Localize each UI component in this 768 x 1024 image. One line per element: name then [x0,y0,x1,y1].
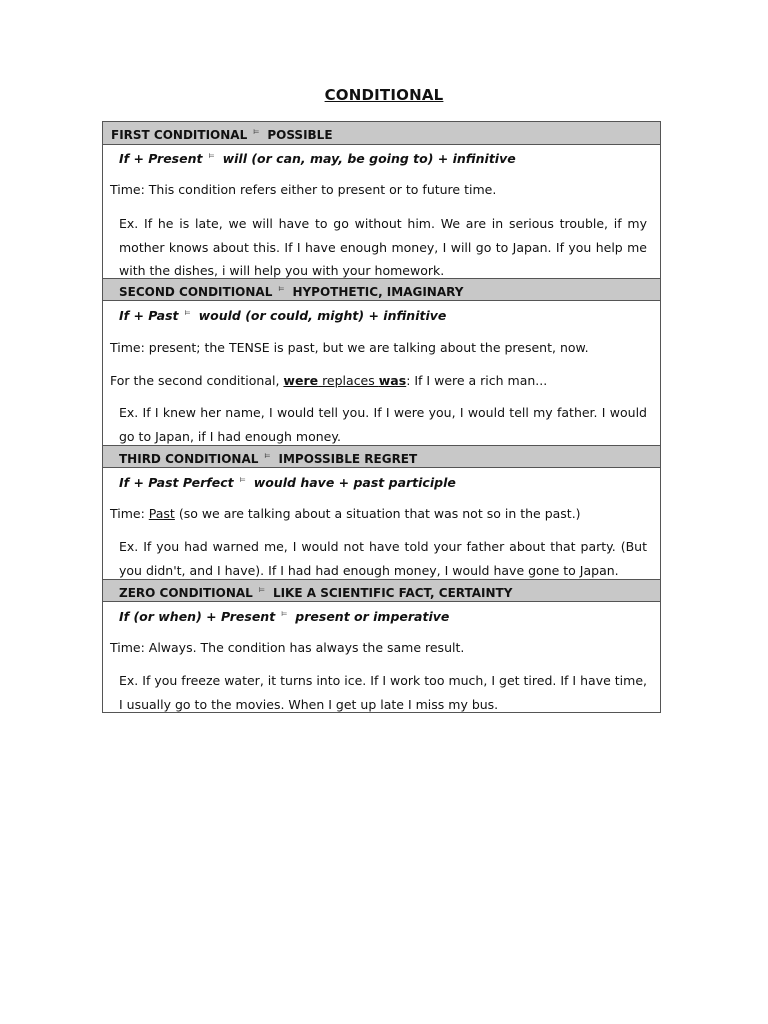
section-name: ZERO CONDITIONAL [119,586,253,600]
formula-condition: If (or when) + Present [119,609,276,624]
note-replaces: replaces [318,373,379,388]
symbol-icon: ⊨ [264,452,271,460]
formula-result: will (or can, may, be going to) + infinitive [222,151,516,166]
note-second [110,373,547,388]
symbol-icon: ⊨ [258,586,265,594]
time-text: Time: Always. The condition has always the same result. [110,640,465,655]
note-suffix: : If I were a rich man... [406,373,548,388]
symbol-icon: ⊨ [208,151,215,160]
symbol-icon: ⊨ [239,475,246,484]
conditional-table [102,121,661,713]
formula-second [119,308,446,323]
symbol-icon: ⊨ [184,308,191,317]
formula-result: would (or could, might) + infinitive [198,308,447,323]
time-note-first [110,182,496,197]
section-header-second [103,278,660,301]
formula-third [119,475,456,490]
symbol-icon: ⊨ [278,285,285,293]
time-text: Time: This condition refers either to present or to future time. [110,182,497,197]
section-header-zero [103,579,660,602]
section-meaning: POSSIBLE [267,128,333,142]
section-name: SECOND CONDITIONAL [119,285,273,299]
formula-zero [119,609,449,624]
example-third: Ex. If you had warned me, I would not have told your father about that party. (But you didn't, and I have). If I had had enough money, I would have gone to Japan. [119,539,647,578]
formula-condition: If + Past Perfect [119,475,234,490]
symbol-icon: ⊨ [253,128,260,136]
formula-condition: If + Present [119,151,203,166]
time-text: Time: present; the TENSE is past, but we are talking about the present, now. [110,340,589,355]
section-header-first [103,122,660,145]
example-first: Ex. If he is late, we will have to go without him. We are in serious trouble, if my mother knows about this. If I have enough money, I will go to Japan. If you help me with the dishes, i will help you with your homework. [119,216,647,278]
time-suffix: (so we are talking about a situation that was not so in the past.) [174,506,581,521]
section-meaning: IMPOSSIBLE REGRET [278,452,418,466]
section-name: FIRST CONDITIONAL [111,128,248,142]
time-note-zero [110,640,464,655]
time-text: Time: [110,506,149,521]
time-past: Past [148,506,175,521]
section-header-third [103,445,660,468]
section-meaning: HYPOTHETIC, IMAGINARY [292,285,464,299]
note-were: were [283,373,319,388]
example-zero: Ex. If you freeze water, it turns into ice. If I work too much, I get tired. If I have time, I usually go to the movies. When I get up late I miss my bus. [119,673,647,712]
time-note-third [110,506,581,521]
section-name: THIRD CONDITIONAL [119,452,259,466]
note-text: For the second conditional, [110,373,284,388]
formula-condition: If + Past [119,308,179,323]
section-meaning: LIKE A SCIENTIFIC FACT, CERTAINTY [272,586,513,600]
time-note-second [110,340,589,355]
note-was: was [378,373,407,388]
formula-result: present or imperative [295,609,450,624]
page-title: CONDITIONAL [324,86,444,104]
formula-result: would have + past participle [253,475,456,490]
symbol-icon: ⊨ [281,609,288,618]
formula-first [119,151,516,166]
example-second: Ex. If I knew her name, I would tell you. If I were you, I would tell my father. I would go to Japan, if I had enough money. [119,405,647,444]
